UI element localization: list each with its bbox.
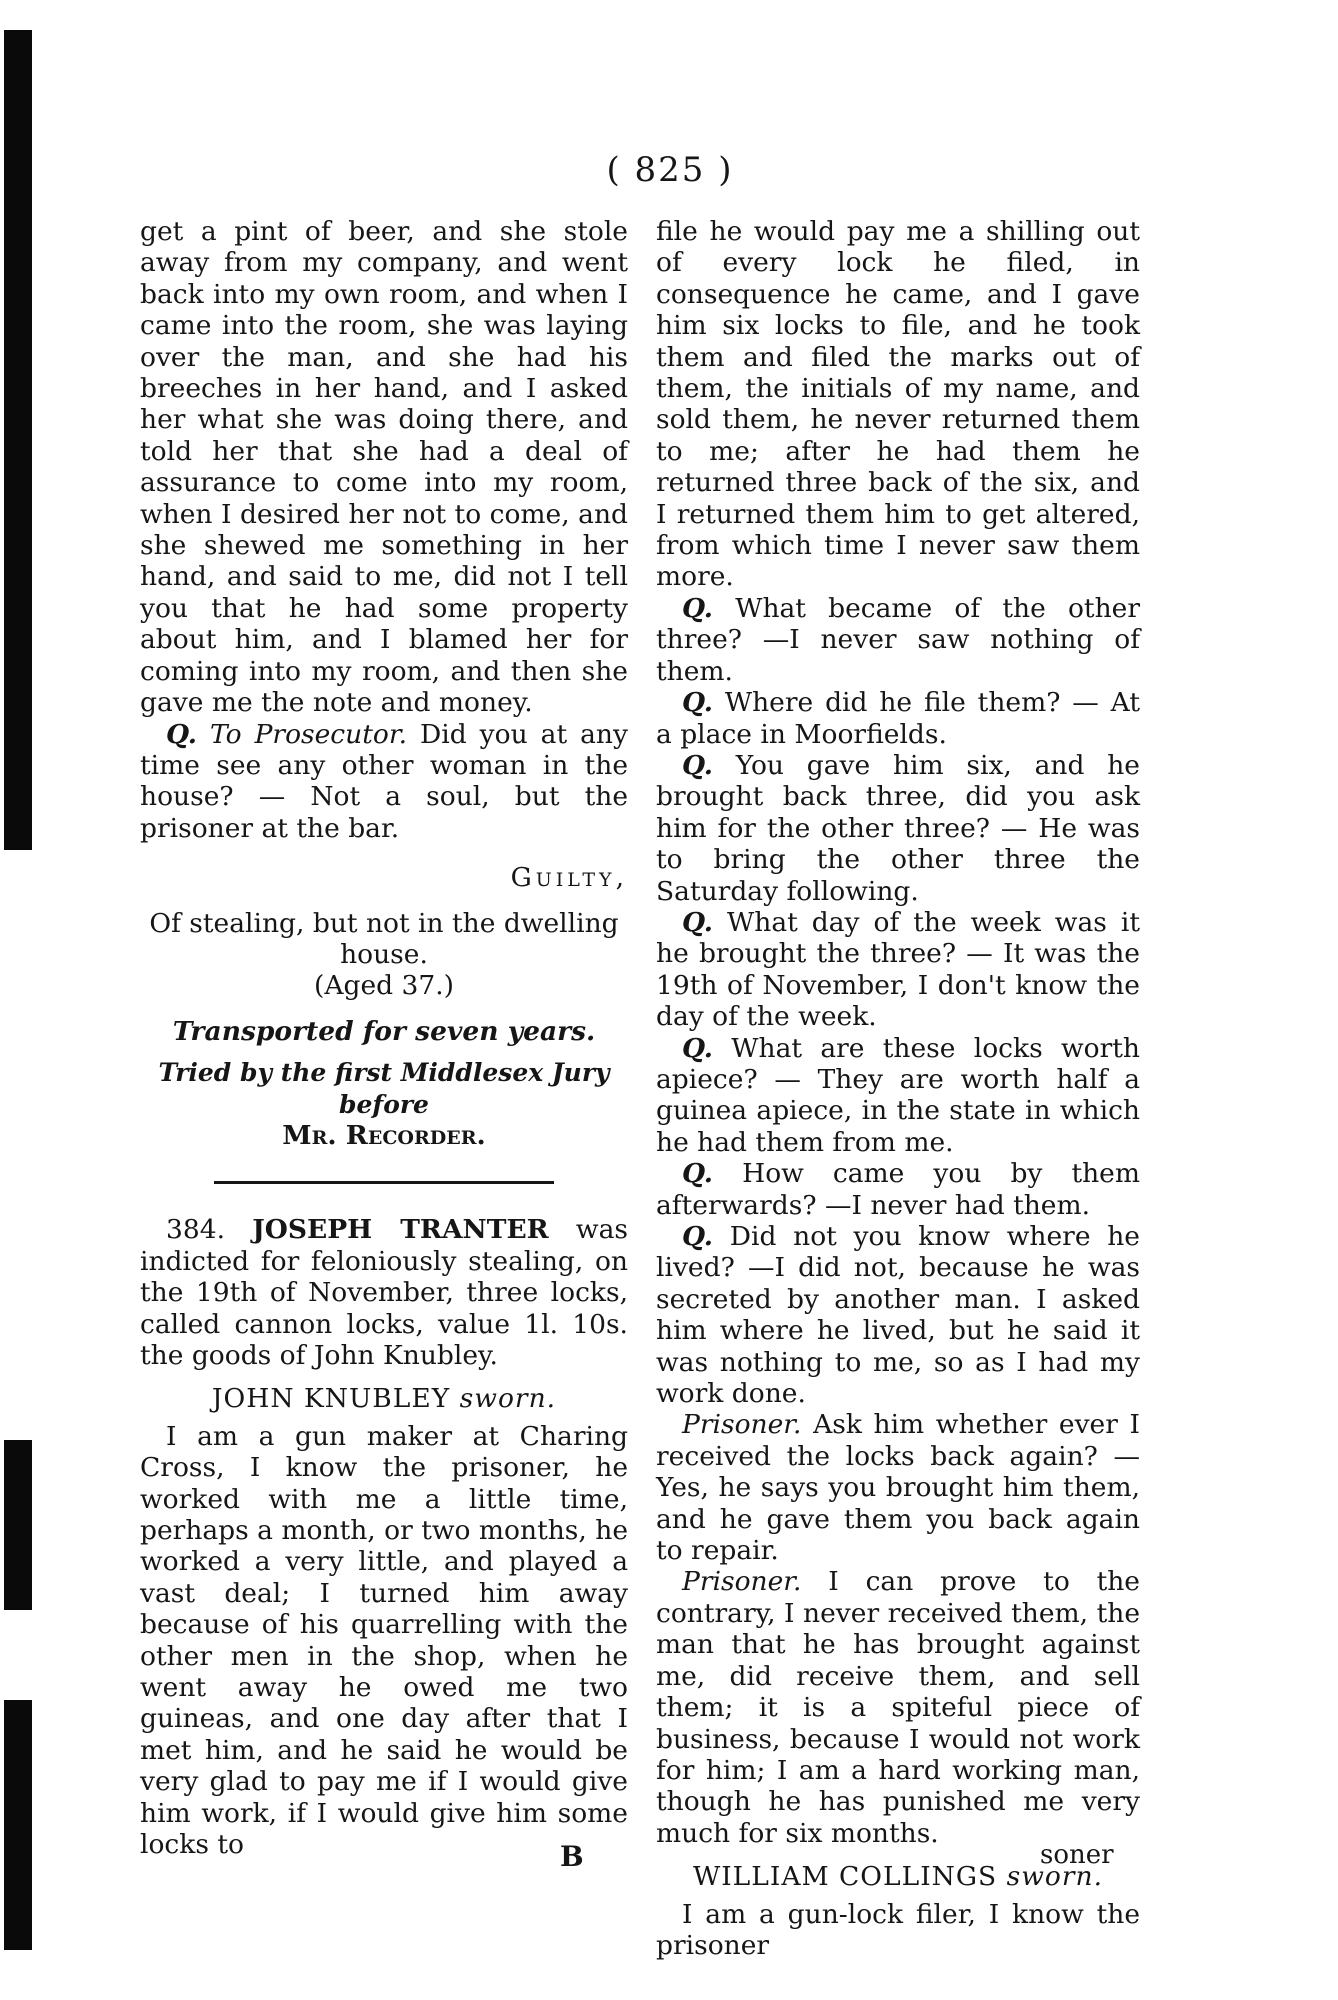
qa-item: [656, 687, 1140, 750]
page-edge-bar-middle: [4, 1440, 32, 1610]
sworn-label: sworn.: [1006, 1861, 1104, 1893]
to-prosecutor-label: To Prosecutor.: [210, 718, 407, 750]
page-edge-bar-bottom: [4, 1700, 32, 1950]
qa-item: [656, 1033, 1140, 1159]
question-mark: Q.: [682, 1221, 713, 1252]
question-mark: Q.: [166, 718, 197, 750]
catchword: soner: [1040, 1840, 1114, 1870]
witness-name: WILLIAM COLLINGS: [692, 1861, 998, 1893]
case-heading: [140, 1214, 628, 1371]
prisoner-statement: [656, 1409, 1140, 1566]
qa-text: What became of the other three? —I never saw nothing of them.: [656, 592, 1140, 687]
qa-item: [656, 750, 1140, 907]
offence-line: Of stealing, but not in the dwelling house.: [149, 907, 619, 970]
prisoner-label: Prisoner.: [682, 1566, 802, 1598]
section-divider: [214, 1181, 554, 1184]
qa-text: Did not you know where he lived? —I did not, because he was secreted by another man. I asked him where he lived, but he said it was nothing to me, so as I had my work done.: [656, 1221, 1140, 1410]
question-mark: Q.: [682, 592, 713, 624]
qa-text: You gave him six, and he brought back three, did you ask him for the other three? — He was to bring the other three the Saturday following.: [656, 749, 1140, 907]
question-mark: Q.: [682, 687, 713, 719]
qa-text: What are these locks worth apiece? — They are worth half a guinea apiece, in the state in which he had them from me.: [656, 1032, 1140, 1158]
left-paragraph-continued: get a pint of beer, and she stole away from my company, and went back into my own room, and when I came into the room, she was laying over the man, and she had his breeches in her hand, and I asked her what she was doing there, and told her that she had a deal of assurance to come into my room, when I desired her not to come, and she shewed me something in her hand, and said to me, did not I tell you that he had some property about him, and I blamed her for coming into my room, and then she gave me the note and money.: [140, 216, 628, 719]
prosecutor-question: [140, 719, 628, 845]
witness-testimony: I am a gun maker at Charing Cross, I know the prisoner, he worked with me a little time, perhaps a month, or two months, he worked a very little, and played a vast deal; I turned him away because of his quarrelling with the other men in the shop, when he went away he owed me two guineas, and one day after that I met him, and he said he would be very glad to pay me if I would give him work, if I would give him some locks to: [140, 1420, 628, 1861]
prisoner-label: Prisoner.: [682, 1409, 802, 1441]
qa-text: What day of the week was it he brought the three? — It was the 19th of November, I don't know the day of the week.: [656, 906, 1140, 1033]
qa-item: [656, 593, 1140, 687]
tried-line: Tried by the first Middlesex Jury before: [158, 1058, 610, 1119]
witness-testimony: I am a gun-lock filer, I know the prisoner: [656, 1898, 1140, 1961]
prisoner-statement: [656, 1566, 1140, 1849]
defendant-name: JOSEPH TRANTER: [252, 1214, 549, 1246]
qa-item: [656, 907, 1140, 1033]
question-mark: Q.: [682, 906, 713, 938]
prisoner-text: I can prove to the contrary, I never received them, the man that he has brought against me, did receive them, and sell them; it is a spiteful piece of business, because I would not work for him; I am a hard working man, though he has punished me very much for six months.: [656, 1566, 1140, 1849]
qa-text: How came you by them afterwards? —I never had them.: [656, 1158, 1140, 1221]
sentence-line: Transported for seven years.: [172, 1015, 596, 1047]
recorder-line: Mr. Recorder.: [282, 1119, 486, 1151]
signature-mark: B: [560, 1840, 584, 1873]
page-number: ( 825 ): [606, 150, 734, 190]
page-edge-bar-top: [4, 30, 32, 850]
verdict: Guilty,: [510, 862, 628, 894]
prisoner-text: Ask him whether ever I received the locks back again? — Yes, he says you brought him them, and he gave them you back again to repair.: [656, 1409, 1140, 1567]
question-mark: Q.: [682, 1158, 713, 1190]
witness-heading: [140, 1383, 628, 1414]
qa-text: Where did he file them? — At a place in Moorfields.: [656, 687, 1140, 750]
case-number: 384.: [166, 1214, 226, 1246]
aged-line: (Aged 37.): [314, 970, 454, 1002]
question-mark: Q.: [682, 1032, 713, 1064]
qa-item: [656, 1158, 1140, 1221]
qa-item: [656, 1221, 1140, 1409]
right-paragraph-continued: file he would pay me a shilling out of every lock he filed, in consequence he came, and I gave him six locks to file, and he took them and filed the marks out of them, the initials of my name, and sold them, he never returned them to me; after he had them he returned three back of the six, and I returned them him to get altered, from which time I never saw them more.: [656, 216, 1140, 593]
right-column: [656, 216, 1140, 1961]
case-text: was indicted for feloniously stealing, on the 19th of November, three locks, called cannon locks, value 1l. 10s. the goods of John Knubley.: [140, 1214, 628, 1371]
prosecutor-question-text: Did you at any time see any other woman in the house? — Not a soul, but the prisoner at the bar.: [140, 718, 628, 844]
sworn-label: sworn.: [459, 1383, 557, 1415]
witness-name: JOHN KNUBLEY: [211, 1383, 451, 1415]
left-column: [140, 216, 628, 1861]
question-mark: Q.: [682, 749, 713, 781]
